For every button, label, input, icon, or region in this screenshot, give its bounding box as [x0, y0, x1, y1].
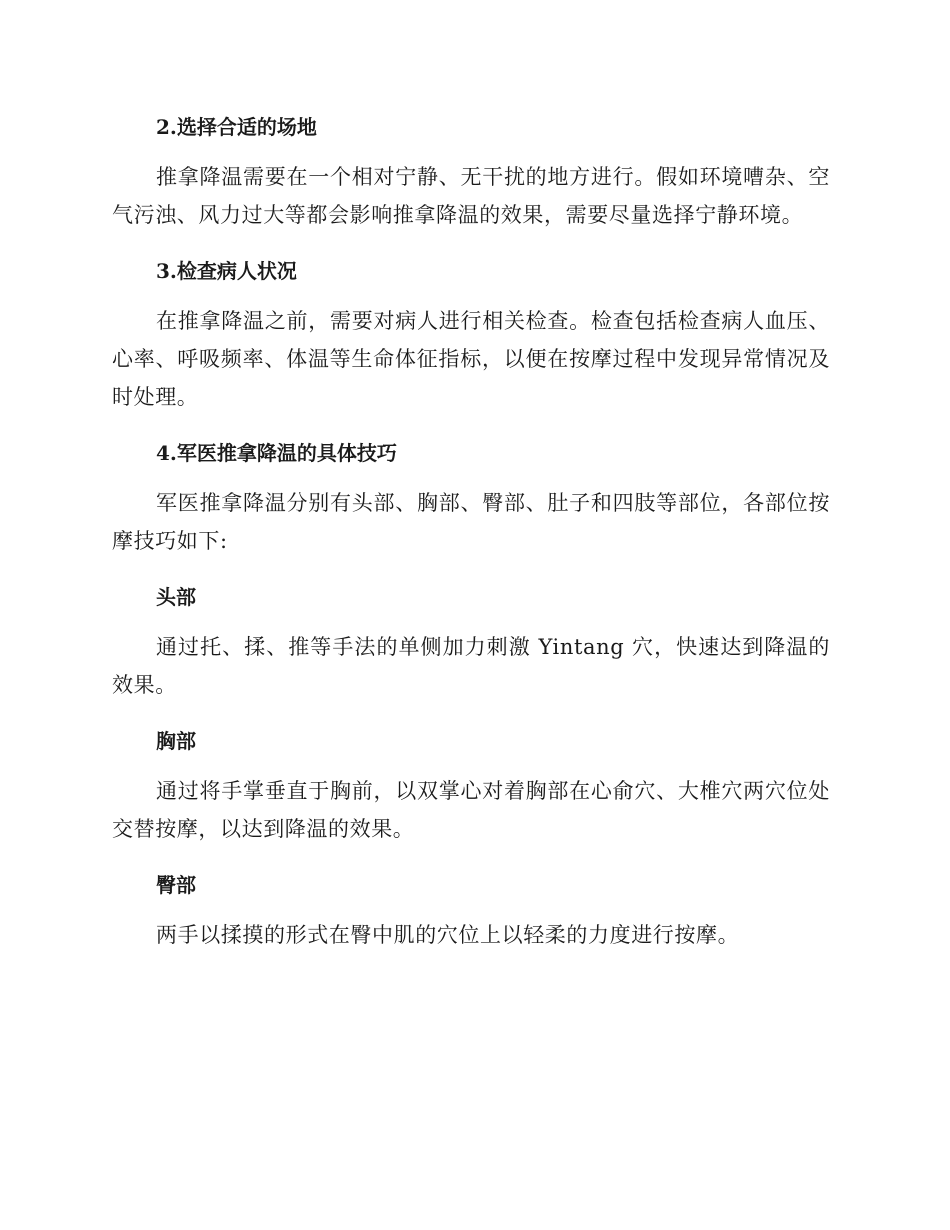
- section-site-selection: [112, 110, 830, 234]
- section-paragraph: 推拿降温需要在一个相对宁静、无干扰的地方进行。假如环境嘈杂、空气污浊、风力过大等都会影响推拿降温的效果，需要尽量选择宁静环境。: [112, 165, 830, 227]
- section-paragraph: 军医推拿降温分别有头部、胸部、臀部、肚子和四肢等部位，各部位按摩技巧如下:: [112, 491, 830, 553]
- section-heading: 4.军医推拿降温的具体技巧: [156, 441, 397, 465]
- section-heading: 3.检查病人状况: [156, 259, 297, 283]
- section-paragraph: 通过将手掌垂直于胸前，以双掌心对着胸部在心俞穴、大椎穴两穴位处交替按摩，以达到降温的效果。: [112, 779, 830, 841]
- section-chest: [112, 724, 830, 848]
- section-heading: 2.选择合适的场地: [156, 115, 317, 139]
- section-paragraph: 两手以揉摸的形式在臀中肌的穴位上以轻柔的力度进行按摩。: [156, 923, 740, 947]
- document-page: [112, 110, 830, 974]
- section-heading: 臀部: [156, 873, 196, 897]
- section-head: [112, 580, 830, 704]
- section-paragraph: 通过托、揉、推等手法的单侧加力刺激 Yintang 穴，快速达到降温的效果。: [112, 635, 830, 697]
- section-buttocks: [112, 868, 830, 954]
- section-patient-check: [112, 254, 830, 416]
- section-techniques: [112, 436, 830, 560]
- section-heading: 头部: [156, 585, 196, 609]
- section-heading: 胸部: [156, 729, 196, 753]
- section-paragraph: 在推拿降温之前，需要对病人进行相关检查。检查包括检查病人血压、心率、呼吸频率、体温等生命体征指标，以便在按摩过程中发现异常情况及时处理。: [112, 309, 830, 409]
